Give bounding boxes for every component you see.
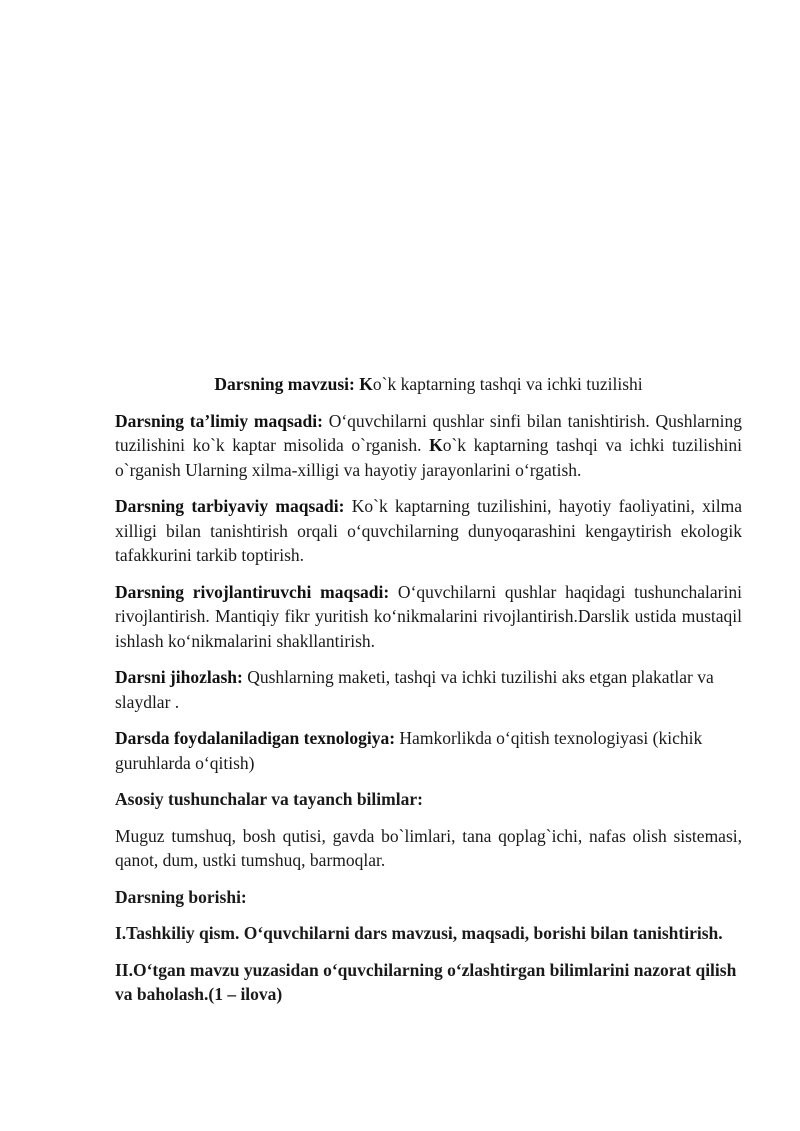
developmental-goal	[115, 580, 742, 654]
developmental-goal-text: O‘quvchilarni qushlar haqidagi tushunchalarini rivojlantirish. Mantiqiy fikr yuritish ko‘nikmalarini rivojlantirish.Darslik ustida mustaqil ishlash ko‘nikmalarini shakllantirish.	[115, 581, 742, 651]
lesson-step-2: II.O‘tgan mavzu yuzasidan o‘quvchilarning o‘zlashtirgan bilimlarini nazorat qilish va baholash.(1 – ilova)	[115, 959, 737, 1004]
educational-goal-initial: K	[429, 435, 443, 455]
lesson-topic-label: Darsning mavzusi:	[214, 374, 355, 394]
lesson-technology	[115, 726, 742, 775]
lesson-topic	[115, 372, 742, 397]
lesson-flow-heading: Darsning borishi:	[115, 886, 247, 907]
lesson-topic-text: o`k kaptarning tashqi va ichki tuzilishi	[372, 374, 643, 394]
lesson-topic-initial: K	[359, 374, 373, 394]
educational-goal-label: Darsning ta’limiy maqsadi:	[115, 410, 323, 431]
document-page	[115, 372, 742, 1019]
key-concepts-heading: Asosiy tushunchalar va tayanch bilimlar:	[115, 789, 423, 809]
lesson-equipment	[115, 665, 742, 714]
upbringing-goal-label: Darsning tarbiyaviy maqsadi:	[115, 496, 345, 516]
educational-goal-text-2: o`k kaptarning tashqi va ichki tuzilishini o`rganish Ularning xilma-xilligi va hayotiy jarayonlarini o‘rgatish.	[115, 435, 742, 480]
upbringing-goal	[115, 494, 742, 568]
lesson-equipment-label: Darsni jihozlash:	[115, 667, 243, 687]
lesson-step-1: I.Tashkiliy qism. O‘quvchilarni dars mavzusi, maqsadi, borishi bilan tanishtirish.	[115, 923, 723, 943]
lesson-technology-label: Darsda foydalaniladigan texnologiya:	[115, 728, 396, 748]
educational-goal	[115, 409, 742, 483]
developmental-goal-label: Darsning rivojlantiruvchi maqsadi:	[115, 581, 390, 602]
upbringing-goal-text: Ko`k kaptarning tuzilishini, hayotiy faoliyatini, xilma xilligi bilan tanishtirish orqali o‘quvchilarning dunyoqarashini kengaytirish ekologik tafakkurini tarkib toptirish.	[115, 496, 742, 565]
educational-goal-text-1: O‘quvchilarni qushlar sinfi bilan tanishtirish. Qushlarning tuzilishini ko`k kaptar misolida o`rganish.	[115, 410, 743, 455]
key-concepts-text: Muguz tumshuq, bosh qutisi, gavda bo`limlari, tana qoplag`ichi, nafas olish sistemasi, qanot, dum, ustki tumshuq, barmoqlar.	[115, 825, 742, 870]
lesson-equipment-text: Qushlarning maketi, tashqi va ichki tuzilishi aks etgan plakatlar va slaydlar .	[115, 667, 714, 712]
lesson-technology-text: Hamkorlikda o‘qitish texnologiyasi (kichik guruhlarda o‘qitish)	[115, 728, 703, 773]
